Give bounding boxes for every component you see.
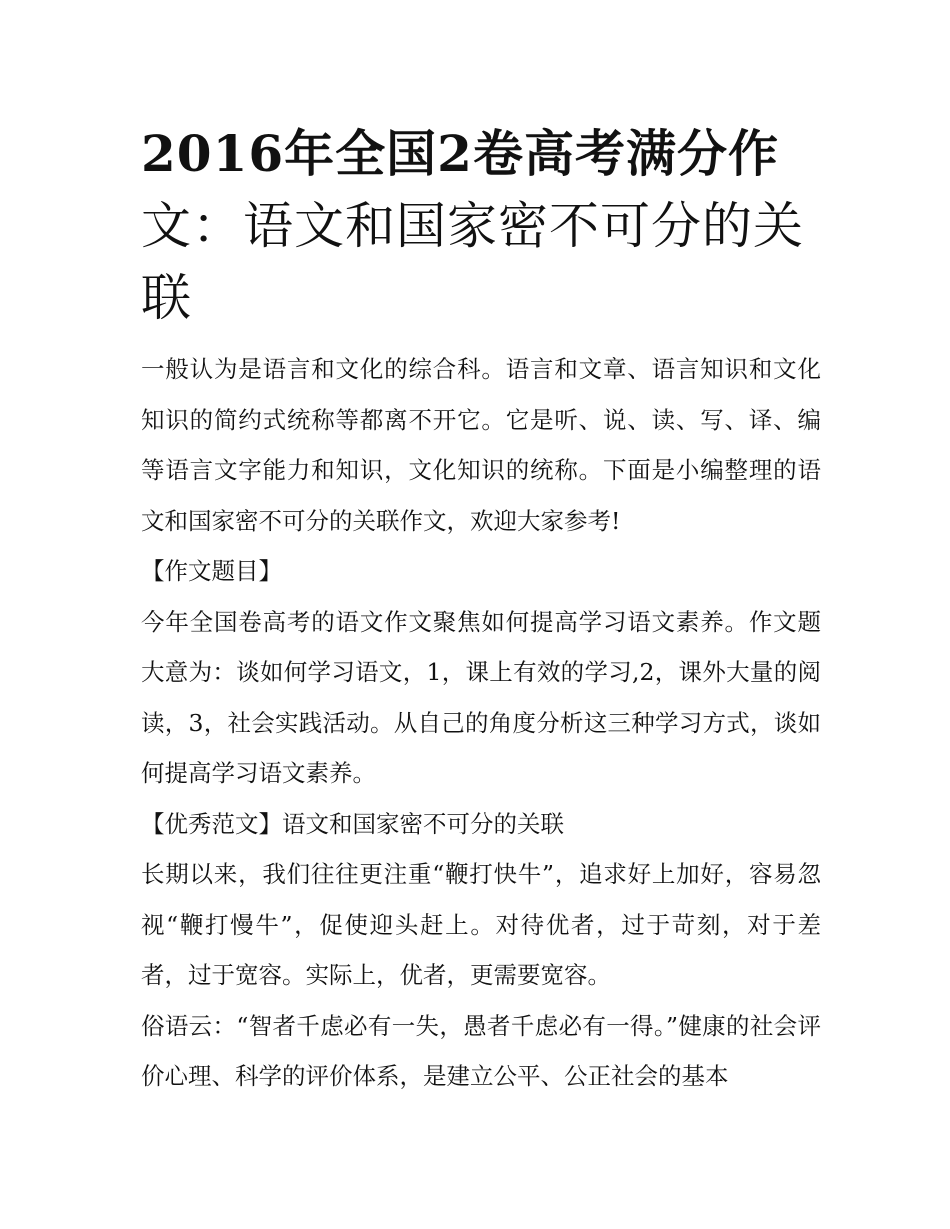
section-heading-topic: 【作文题目】 — [141, 557, 282, 585]
document-title — [141, 118, 821, 334]
paragraph-essay-2: 俗语云：“智者千虑必有一失，愚者千虑必有一得。”健康的社会评价心理、科学的评价体系，是建立公平、公正社会的基本 — [141, 1011, 821, 1090]
paragraph-essay-1: 长期以来，我们往往更注重“鞭打快牛”，追求好上加好，容易忽视“鞭打慢牛”，促使迎头赶上。对待优者，过于苛刻，对于差者，过于宽容。实际上，优者，更需要宽容。 — [141, 860, 821, 989]
document-page — [141, 118, 821, 1102]
title-part-bold: 2016年全国2卷高考满分作 — [141, 124, 779, 183]
document-body — [141, 344, 821, 1102]
paragraph-intro: 一般认为是语言和文化的综合科。语言和文章、语言知识和文化知识的简约式统称等都离不开它。它是听、说、读、写、译、编等语言文字能力和知识，文化知识的统称。下面是小编整理的语文和国家密不可分的关联作文，欢迎大家参考! — [141, 355, 821, 535]
paragraph-topic: 今年全国卷高考的语文作文聚焦如何提高学习语文素养。作文题大意为：谈如何学习语文，1，课上有效的学习,2，课外大量的阅读，3，社会实践活动。从自己的角度分析这三种学习方式，谈如何提高学习语文素养。 — [141, 607, 821, 787]
section-heading-essay: 【优秀范文】语文和国家密不可分的关联 — [141, 809, 564, 838]
title-part-rest: 文：语文和国家密不可分的关联 — [141, 197, 804, 327]
